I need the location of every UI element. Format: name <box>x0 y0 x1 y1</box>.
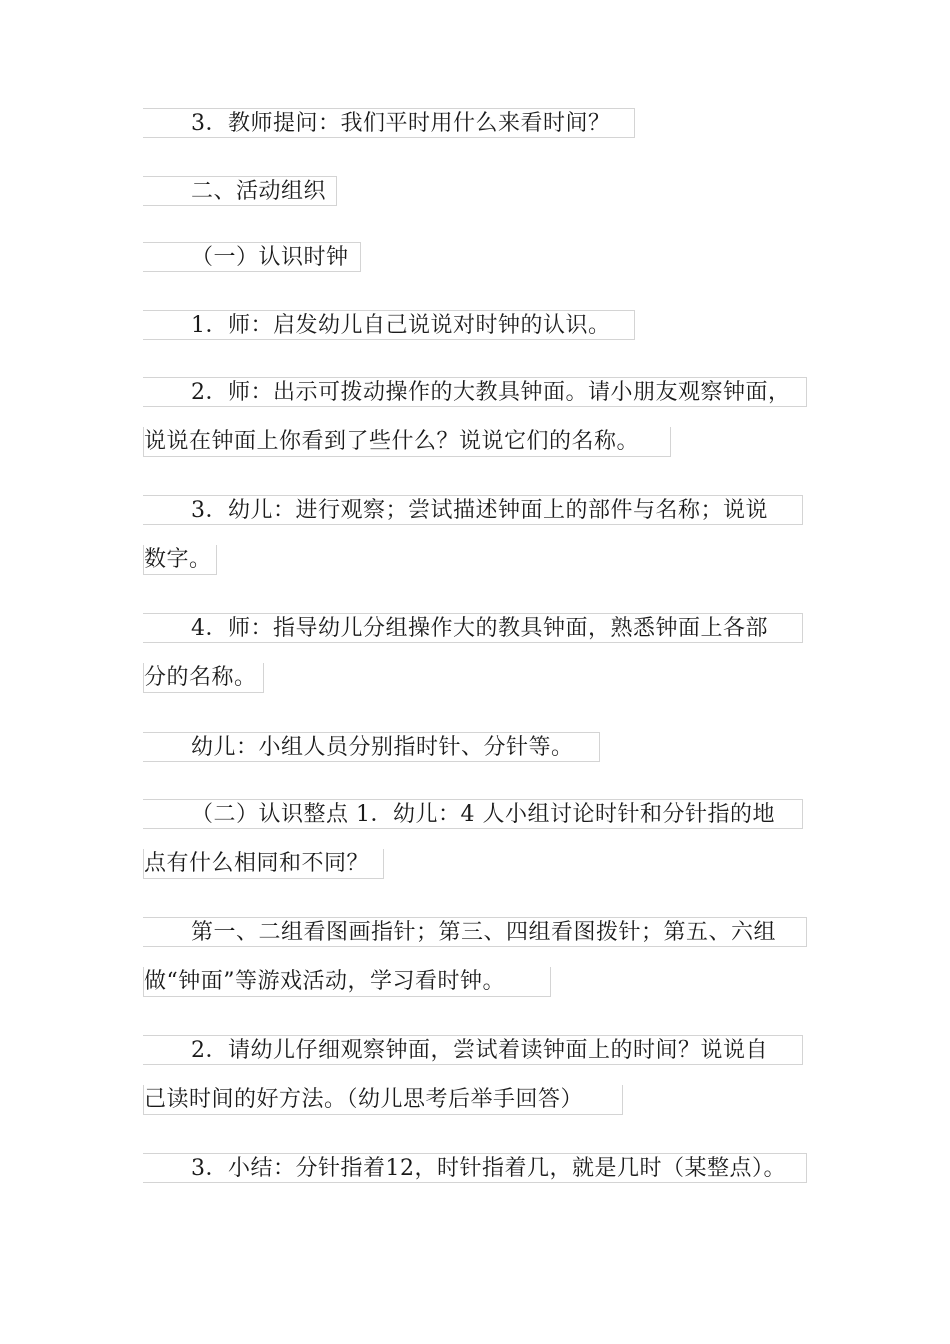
paragraph-line: 数字。 <box>143 545 217 575</box>
section-heading: 二、活动组织 <box>143 176 337 206</box>
paragraph-line: （二）认识整点 1．幼儿：4 人小组讨论时针和分针指的地 <box>143 799 803 829</box>
paragraph-line: 第一、二组看图画指针；第三、四组看图拨针；第五、六组 <box>143 917 807 947</box>
paragraph-line: 点有什么相同和不同？ <box>143 849 384 879</box>
subsection-heading: （一）认识时钟 <box>143 242 361 272</box>
paragraph-line: 2．师：出示可拨动操作的大教具钟面。请小朋友观察钟面， <box>143 377 807 407</box>
paragraph-line: 3．教师提问：我们平时用什么来看时间？ <box>143 108 635 138</box>
paragraph-line: 4．师：指导幼儿分组操作大的教具钟面，熟悉钟面上各部 <box>143 613 803 643</box>
paragraph-line: 己读时间的好方法。（幼儿思考后举手回答） <box>143 1085 623 1115</box>
paragraph-line: 3．小结：分针指着12，时针指着几，就是几时（某整点）。 <box>143 1153 807 1183</box>
paragraph-line: 幼儿：小组人员分别指时针、分针等。 <box>143 732 600 762</box>
paragraph-line: 3．幼儿：进行观察；尝试描述钟面上的部件与名称；说说 <box>143 495 803 525</box>
paragraph-line: 1．师：启发幼儿自己说说对时钟的认识。 <box>143 310 635 340</box>
paragraph-line: 2．请幼儿仔细观察钟面，尝试着读钟面上的时间？说说自 <box>143 1035 803 1065</box>
paragraph-line: 说说在钟面上你看到了些什么？说说它们的名称。 <box>143 427 671 457</box>
paragraph-line: 做“钟面”等游戏活动，学习看时钟。 <box>143 967 551 997</box>
paragraph-line: 分的名称。 <box>143 663 264 693</box>
